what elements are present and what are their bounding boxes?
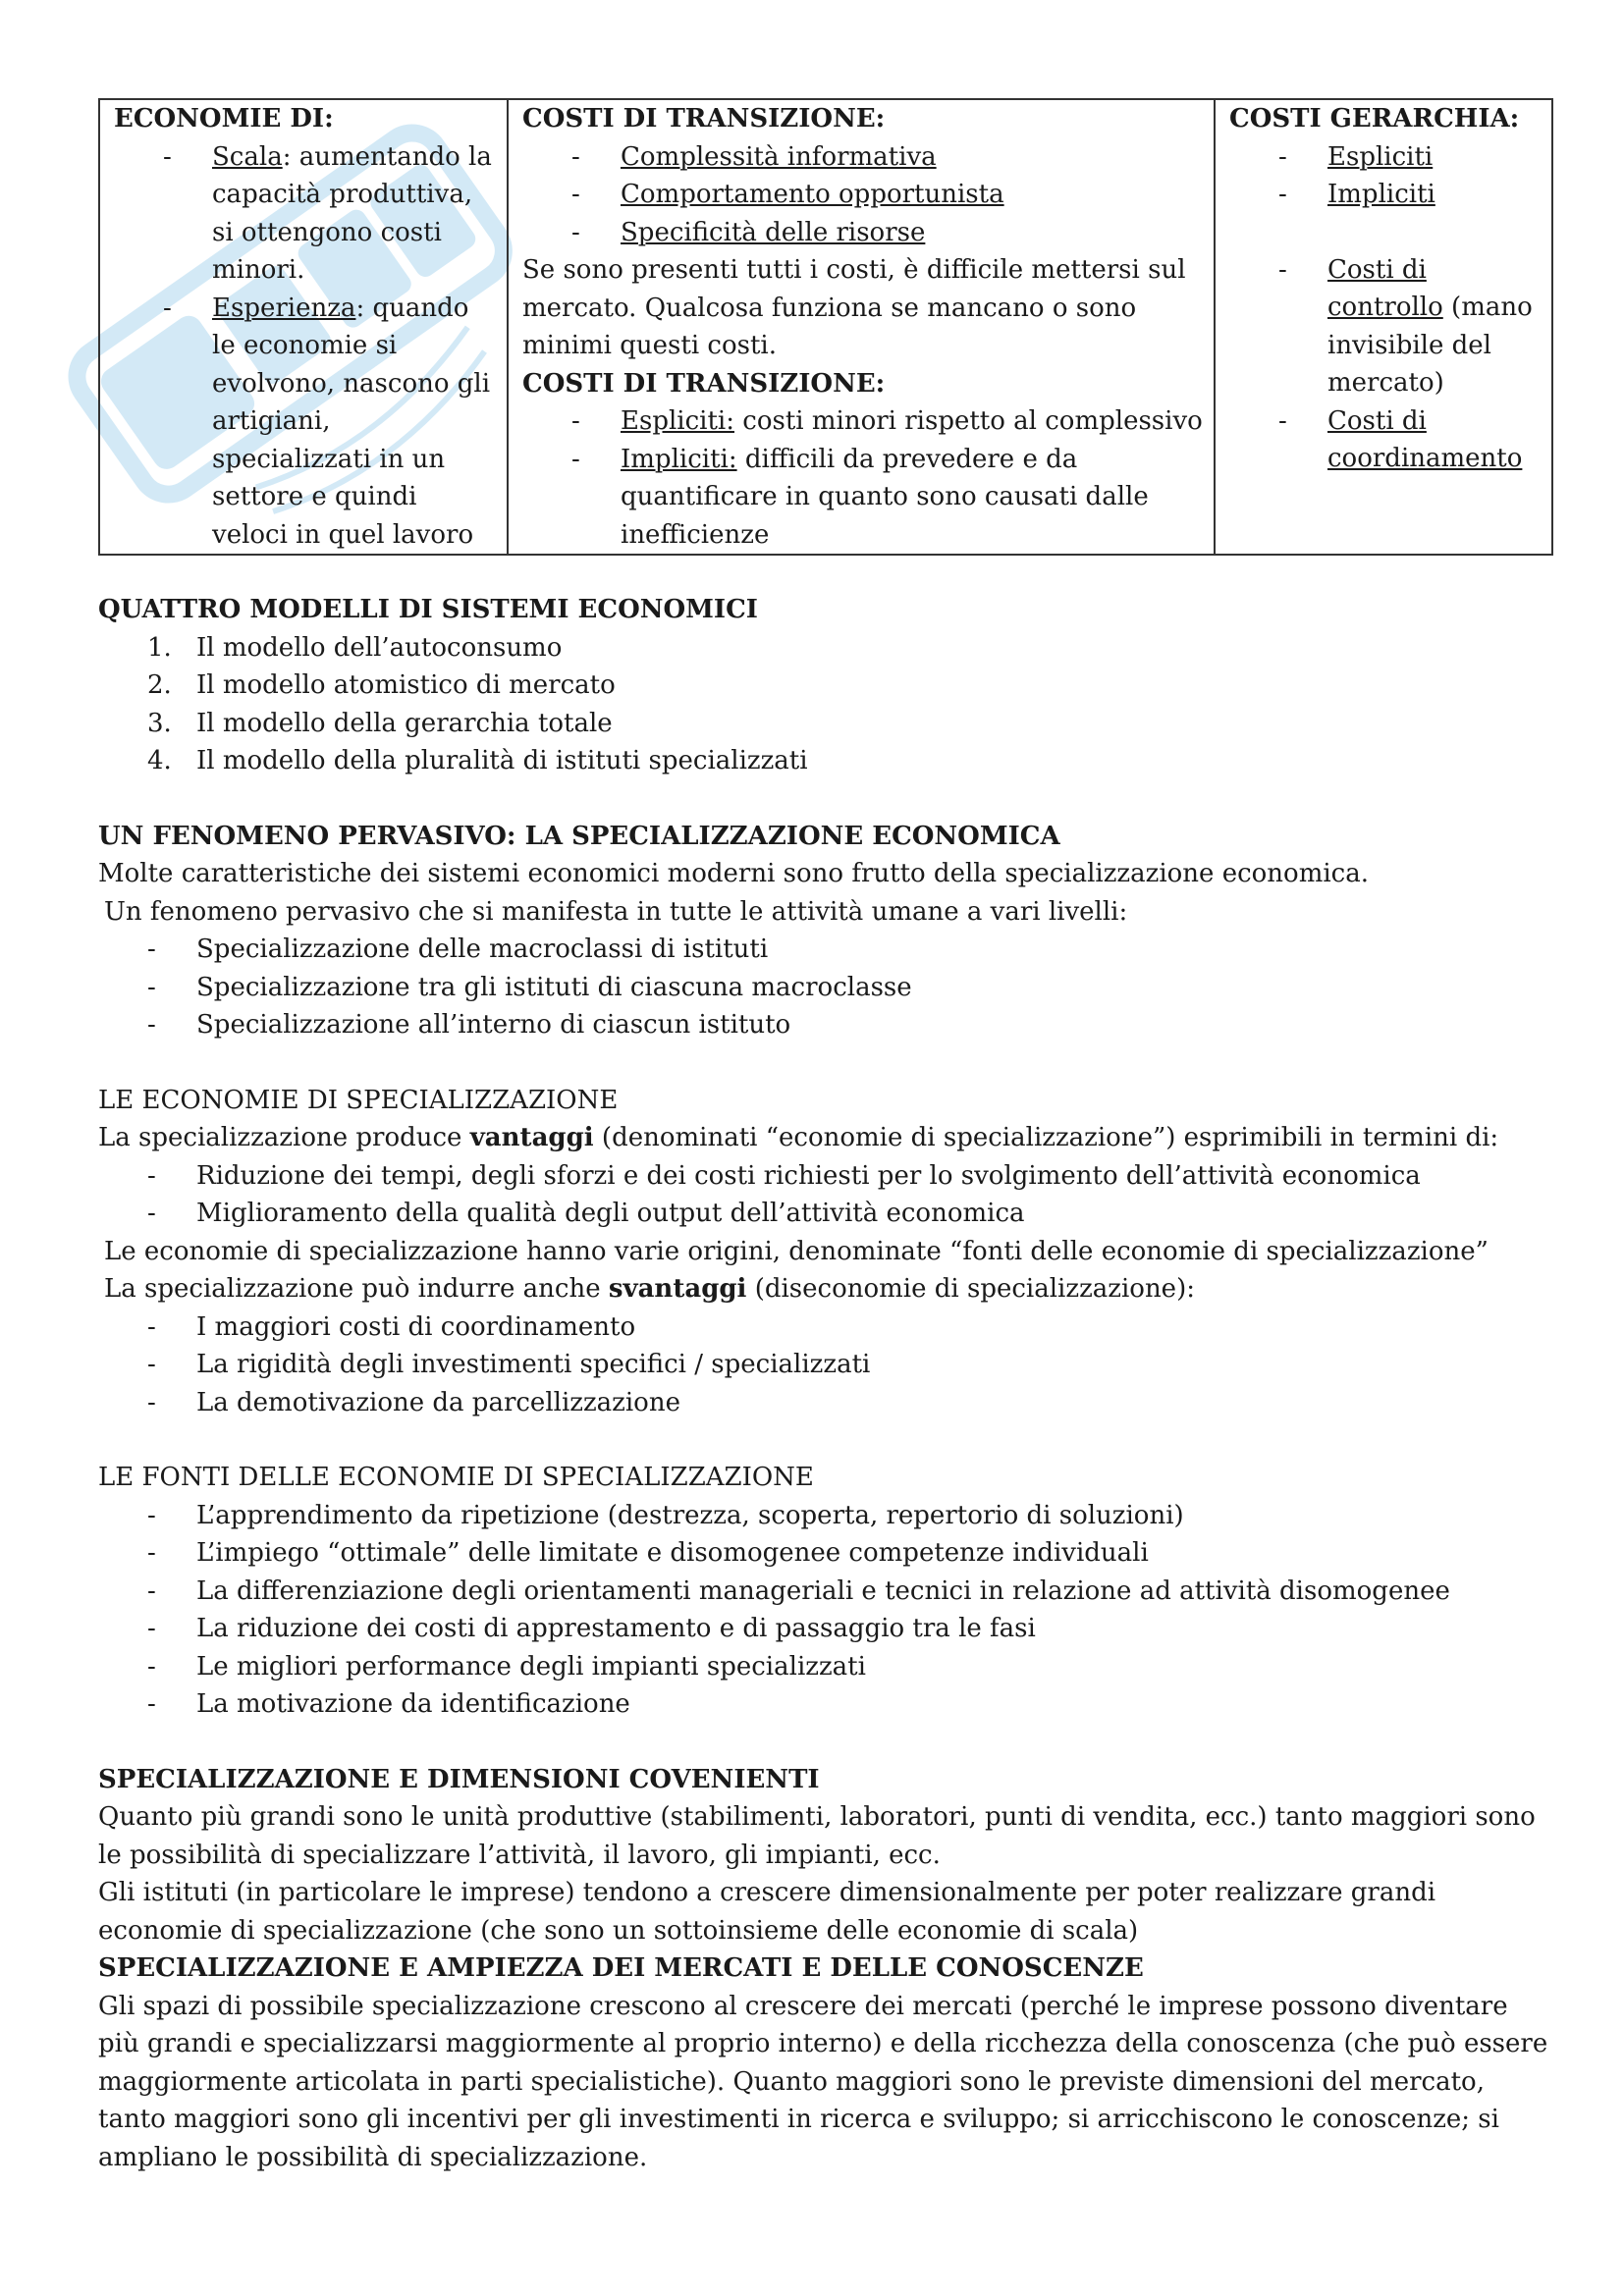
list-item: 3. Il modello della gerarchia totale	[147, 708, 613, 738]
section-title: SPECIALIZZAZIONE E AMPIEZZA DEI MERCATI E DELLE CONOSCENZE	[98, 1953, 1144, 1983]
paragraph: La specializzazione produce vantaggi (denominati “economie di specializzazione”) esprimibili in termini di:	[98, 1123, 1499, 1152]
section-fenomeno-pervasivo	[98, 818, 1551, 1044]
list-item: 4. Il modello della pluralità di istituti specializzati	[147, 746, 808, 775]
col-gerarchia-title: COSTI GERARCHIA:	[1229, 104, 1520, 133]
col-transizione-title: COSTI DI TRANSIZIONE:	[522, 104, 886, 133]
col-gerarchia-list	[1229, 138, 1542, 214]
paragraph: Le economie di specializzazione hanno varie origini, denominate “fonti delle economie di specializzazione”	[104, 1236, 1489, 1266]
list-item: - La demotivazione da parcellizzazione	[98, 1384, 1551, 1422]
list-item: - L’impiego “ottimale” delle limitate e disomogenee competenze individuali	[98, 1534, 1551, 1573]
section-title: LE FONTI DELLE ECONOMIE DI SPECIALIZZAZIONE	[98, 1463, 814, 1492]
list-item: - Complessità informativa	[522, 138, 1204, 177]
paragraph: Quanto più grandi sono le unità produttive (stabilimenti, laboratori, punti di vendita, ecc.) tanto maggiori sono le possibilità di specializzare l’attività, il lavoro, gli impianti, ecc.	[98, 1802, 1536, 1870]
list-item: 1. Il modello dell’autoconsumo	[147, 632, 563, 663]
paragraph: Molte caratteristiche dei sistemi economici moderni sono frutto della specializzazione economica.	[98, 859, 1369, 888]
list-item: - La riduzione dei costi di apprestamento e di passaggio tra le fasi	[98, 1610, 1551, 1648]
paragraph: La specializzazione può indurre anche svantaggi (diseconomie di specializzazione):	[104, 1274, 1195, 1304]
list-item: - La motivazione da identificazione	[98, 1685, 1551, 1724]
list-item: - Specializzazione tra gli istituti di ciascuna macroclasse	[98, 969, 1551, 1007]
section-quattro-modelli	[98, 591, 1551, 780]
section-ampiezza-mercati	[98, 1949, 1551, 2176]
costs-table	[98, 98, 1553, 556]
list-item: - Espliciti: costi minori rispetto al complessivo	[522, 402, 1204, 441]
col-transizione-list-2	[522, 402, 1204, 554]
dash-list	[98, 931, 1551, 1044]
list-item: - Impliciti	[1229, 176, 1542, 214]
spacer	[1229, 214, 1542, 251]
col-costi-gerarchia	[1215, 99, 1552, 555]
section-dimensioni-convenienti	[98, 1761, 1551, 1950]
numbered-list	[98, 629, 1551, 780]
list-item: - Specializzazione all’interno di ciascun istituto	[98, 1006, 1551, 1044]
list-item: - I maggiori costi di coordinamento	[98, 1308, 1551, 1347]
list-item: - Espliciti	[1229, 138, 1542, 177]
section-economie-specializzazione	[98, 1082, 1551, 1422]
list-item: - Specializzazione delle macroclassi di istituti	[98, 931, 1551, 969]
list-item: - L’apprendimento da ripetizione (destrezza, scoperta, repertorio di soluzioni)	[98, 1497, 1551, 1535]
list-item: - Riduzione dei tempi, degli sforzi e dei costi richiesti per lo svolgimento dell’attività economica	[98, 1157, 1551, 1196]
list-item: - Costi di coordinamento	[1229, 402, 1542, 478]
section-title: SPECIALIZZAZIONE E DIMENSIONI COVENIENTI	[98, 1764, 820, 1794]
col-gerarchia-list-2	[1229, 251, 1542, 478]
list-item: - La differenziazione degli orientamenti manageriali e tecnici in relazione ad attività disomogenee	[98, 1573, 1551, 1611]
paragraph: Gli spazi di possibile specializzazione crescono al crescere dei mercati (perché le imprese possono diventare più grandi e specializzarsi maggiormente al proprio interno) e della ricchezza della conoscenza (che può essere maggiormente articolata in parti specialistiche). Quanto maggiori sono le previste dimensioni del mercato, tanto maggiori sono gli incentivi per gli investimenti in ricerca e sviluppo; si arricchiscono le conoscenze; si ampliano le possibilità di specializzazione.	[98, 1991, 1548, 2172]
list-item: - Miglioramento della qualità degli output dell’attività economica	[98, 1195, 1551, 1233]
col-economie	[99, 99, 508, 555]
list-item: - La rigidità degli investimenti specifici / specializzati	[98, 1346, 1551, 1384]
col-economie-title: ECONOMIE DI:	[114, 104, 334, 133]
list-item: - Impliciti: difficili da prevedere e da quantificare in quanto sono causati dalle inefficienze	[522, 441, 1204, 555]
col-economie-list	[114, 138, 497, 555]
dash-list	[98, 1157, 1551, 1233]
section-title: UN FENOMENO PERVASIVO: LA SPECIALIZZAZIONE ECONOMICA	[98, 821, 1060, 851]
list-item: 2. Il modello atomistico di mercato	[147, 670, 616, 700]
list-item: - Costi di controllo (mano invisibile del mercato)	[1229, 251, 1542, 402]
paragraph: Un fenomeno pervasivo che si manifesta in tutte le attività umane a vari livelli:	[104, 896, 1128, 927]
dash-list	[98, 1308, 1551, 1422]
section-title: QUATTRO MODELLI DI SISTEMI ECONOMICI	[98, 595, 758, 624]
col-transizione-paragraph: Se sono presenti tutti i costi, è difficile mettersi sul mercato. Qualcosa funziona se mancano o sono minimi questi costi.	[522, 255, 1186, 360]
list-item: - Esperienza: quando le economie si evolvono, nascono gli artigiani, specializzati in un settore e quindi veloci in quel lavoro	[114, 290, 497, 555]
list-item: - Specificità delle risorse	[522, 214, 1204, 252]
dash-list	[98, 1497, 1551, 1724]
paragraph: Gli istituti (in particolare le imprese) tendono a crescere dimensionalmente per poter realizzare grandi economie di specializzazione (che sono un sottoinsieme delle economie di scala)	[98, 1878, 1436, 1946]
list-item: - Comportamento opportunista	[522, 176, 1204, 214]
col-transizione-title-2: COSTI DI TRANSIZIONE:	[522, 368, 886, 399]
section-fonti-economie	[98, 1459, 1551, 1724]
list-item: - Scala: aumentando la capacità produttiva, si ottengono costi minori.	[114, 138, 497, 290]
col-costi-transizione	[508, 99, 1215, 555]
list-item: - Le migliori performance degli impianti specializzati	[98, 1648, 1551, 1686]
section-title: LE ECONOMIE DI SPECIALIZZAZIONE	[98, 1085, 619, 1115]
document-page	[98, 98, 1551, 2176]
col-transizione-list	[522, 138, 1204, 252]
